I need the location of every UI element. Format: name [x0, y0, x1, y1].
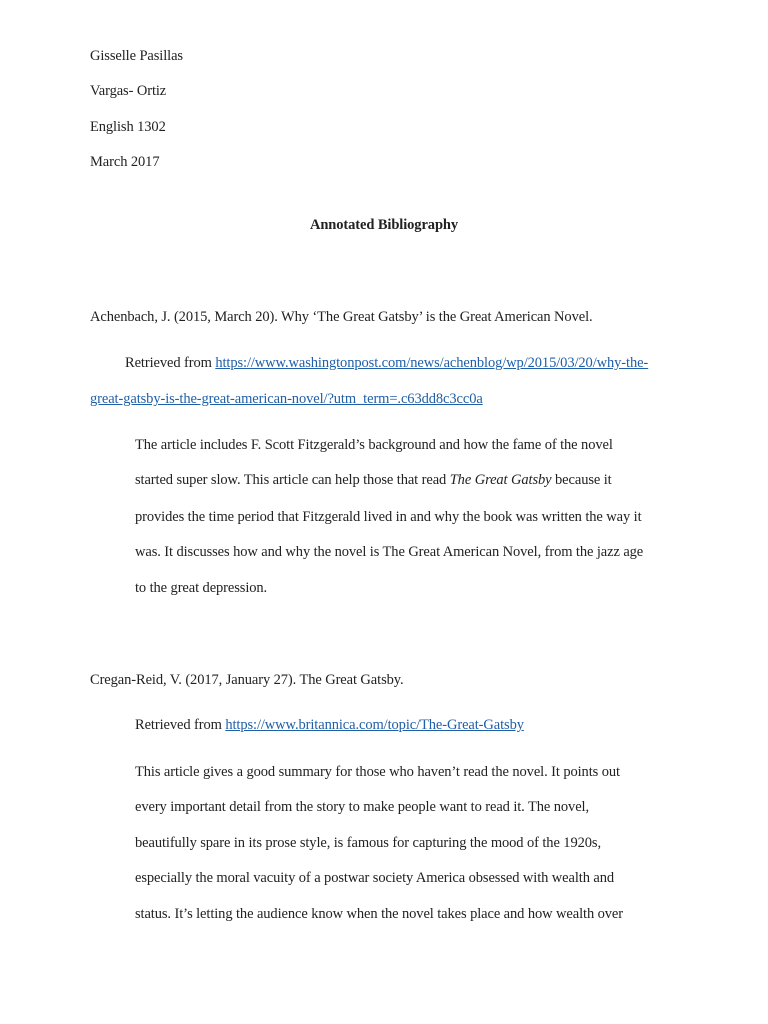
author-name: Gisselle Pasillas [90, 48, 183, 64]
entry1-retrieved-line [125, 354, 648, 372]
document-date: March 2017 [90, 154, 160, 170]
entry1-annotation-line2-post: because it [555, 472, 612, 488]
entry1-url-link-part1[interactable]: https://www.washingtonpost.com/news/achenblog/wp/2015/03/20/why-the- [215, 355, 649, 371]
entry2-annotation-line3: beautifully spare in its prose style, is famous for capturing the mood of the 1920s, [135, 835, 601, 851]
entry1-citation: Achenbach, J. (2015, March 20). Why ‘The Great Gatsby’ is the Great American Novel. [90, 309, 593, 325]
entry1-annotation-line1: The article includes F. Scott Fitzgerald’s background and how the fame of the novel [135, 437, 613, 453]
book-title-italic: The Great Gatsby [449, 472, 552, 488]
page-title: Annotated Bibliography [309, 217, 459, 233]
entry1-url-link-part2[interactable]: great-gatsby-is-the-great-american-novel/?utm_term=.c63dd8c3cc0a [90, 391, 483, 407]
entry2-retrieved-label: Retrieved from [135, 717, 222, 733]
entry2-annotation-line4: especially the moral vacuity of a postwar society America obsessed with wealth and [135, 870, 615, 886]
entry1-annotation-line2 [135, 471, 612, 489]
entry1-annotation-line4: was. It discusses how and why the novel is The Great American Novel, from the jazz age [135, 544, 644, 560]
entry2-retrieved-line [135, 716, 524, 734]
entry1-url-line2 [90, 390, 483, 408]
entry1-annotation-line3: provides the time period that Fitzgerald lived in and why the book was written the way it [135, 509, 642, 525]
entry2-annotation-line1: This article gives a good summary for those who haven’t read the novel. It points out [135, 764, 620, 780]
entry2-annotation-line5: status. It’s letting the audience know when the novel takes place and how wealth over [135, 906, 623, 922]
entry1-retrieved-label: Retrieved from [125, 355, 212, 371]
instructor-name: Vargas- Ortiz [90, 83, 167, 99]
entry2-citation: Cregan-Reid, V. (2017, January 27). The Great Gatsby. [90, 672, 404, 688]
entry1-annotation-line2-pre: started super slow. This article can help those that read [135, 472, 447, 488]
entry2-url-link[interactable]: https://www.britannica.com/topic/The-Great-Gatsby [225, 717, 524, 733]
entry1-annotation-line5: to the great depression. [135, 580, 268, 596]
entry2-annotation-line2: every important detail from the story to make people want to read it. The novel, [135, 799, 589, 815]
course-name: English 1302 [90, 119, 166, 135]
